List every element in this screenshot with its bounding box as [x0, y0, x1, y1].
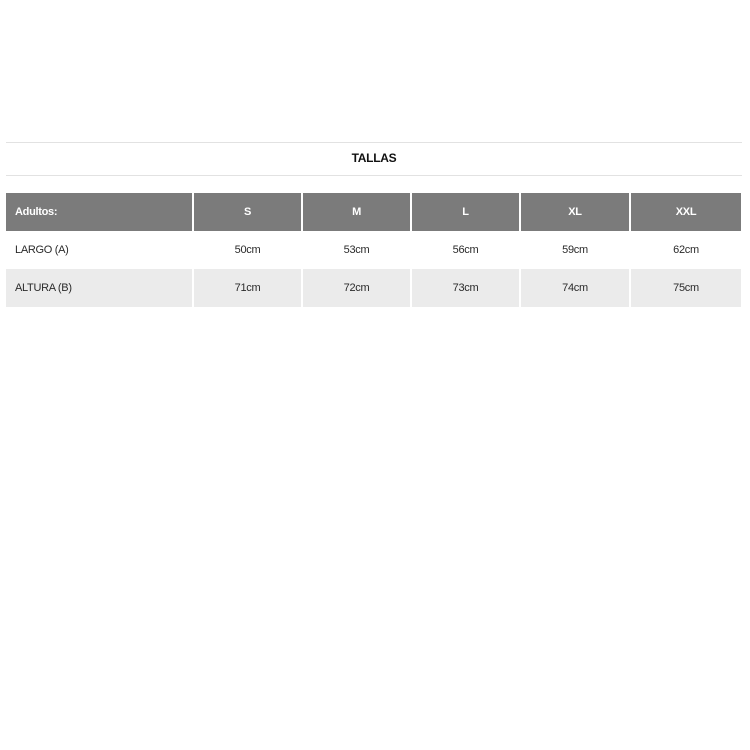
- table-cell: 75cm: [631, 269, 741, 307]
- row-label: LARGO (A): [6, 231, 194, 269]
- table-cell: 56cm: [412, 231, 521, 269]
- header-label-adultos: Adultos:: [6, 193, 194, 231]
- header-size-l: L: [412, 193, 521, 231]
- table-cell: 53cm: [303, 231, 412, 269]
- size-chart-title-band: [6, 142, 742, 176]
- header-size-s: S: [194, 193, 303, 231]
- table-cell: 73cm: [412, 269, 521, 307]
- table-cell: 74cm: [521, 269, 631, 307]
- row-label: ALTURA (B): [6, 269, 194, 307]
- table-header-row: [6, 193, 741, 231]
- table-cell: 59cm: [521, 231, 631, 269]
- table-row-altura: [6, 269, 741, 307]
- size-chart-title: TALLAS: [351, 151, 397, 165]
- table-row-largo: [6, 231, 741, 269]
- table-cell: 50cm: [194, 231, 303, 269]
- header-size-xl: XL: [521, 193, 631, 231]
- table-cell: 72cm: [303, 269, 412, 307]
- header-size-xxl: XXL: [631, 193, 741, 231]
- size-chart-table: [6, 193, 741, 307]
- table-cell: 71cm: [194, 269, 303, 307]
- table-cell: 62cm: [631, 231, 741, 269]
- header-size-m: M: [303, 193, 412, 231]
